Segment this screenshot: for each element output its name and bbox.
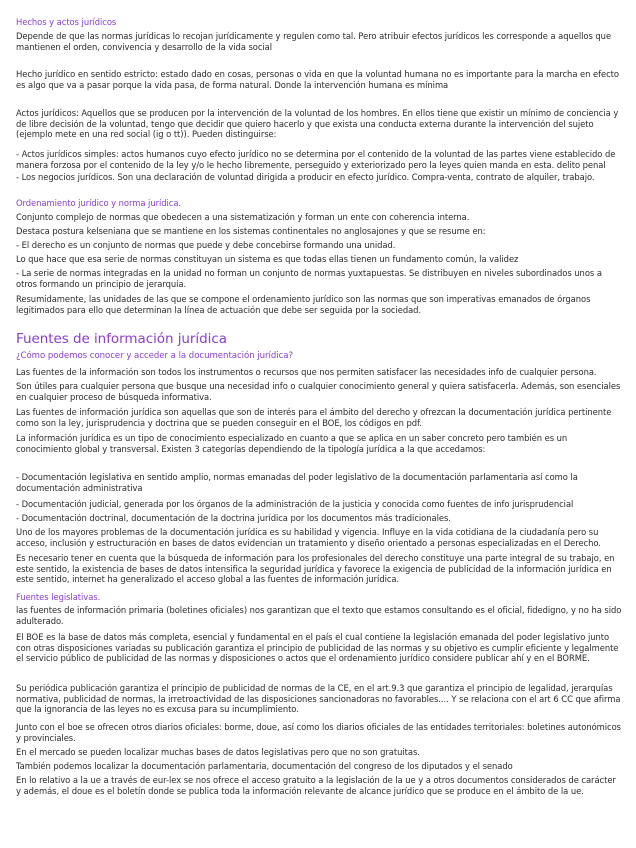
fuentes-paragraph-8: Uno de los mayores problemas de la documentación jurídica es su habilidad y vigencia. Influye en la vida cotidiana de la ciudadanía pero su acceso, inclusión y estructuración en bases de datos evidencian un tratamiento y diseño orientado a personas especializadas en el Derecho. [16,527,601,548]
fuentes-paragraph-4: La información jurídica es un tipo de conocimiento especializado en cuanto a que se aplica en un saber concreto pero también es un conocimiento global y transversal. Existen 3 categorías dependiendo de la tipología jurídica a la que accedamos: [16,433,568,454]
fuentes-paragraph-6: - Documentación judicial, generada por los órganos de la administración de la justicia y conocida como fuentes de info jurisprudencial [16,499,574,509]
section-legislativas-title: Fuentes legislativas. [16,592,101,602]
fuentes-paragraph-3: Las fuentes de información jurídica son aquellas que son de interés para el ámbito del derecho y ofrezcan la documentación jurídica pertinente como son la ley, jurisprudencia y doctrina que se pueden conseguir en el BOE, los códigos en pdf. [16,407,612,428]
ordenamiento-paragraph-2: Destaca postura kelseniana que se mantiene en los sistemas continentales no anglosajones y que se resume en: [16,226,486,236]
hechos-paragraph-3: Actos jurídicos: Aquellos que se producen por la intervención de la voluntad de los hombres. En ellos tiene que existir un mínimo de conciencia y de libre decisión de la voluntad, tengo que decidir que quiero hacerlo y que exista una conducta externa durante la intervención del sujeto (ejemplo mete en una red social (ig o tt)). Pueden distinguirse: [16,108,619,139]
legislativas-paragraph-7: En lo relativo a la ue a través de eur-lex se nos ofrece el acceso gratuito a la legislación de la ue y a otros documentos considerados de carácter y además, el doue es el boletín donde se publica toda la información relevante de alcance jurídico que se produce en el ámbito de la ue. [16,775,616,796]
legislativas-paragraph-2: El BOE es la base de datos más completa, esencial y fundamental en el país el cual contiene la legislación emanada del poder legislativo junto con otras disposiciones variadas su publicación garantiza el principio de publicidad de las normas y su objetivo es cumplir eficiente y legalmente el servicio público de publicidad de las normas y disposiciones o actos que el ordenamiento jurídico considere publicar ahí y en el BORME. [16,632,619,663]
fuentes-paragraph-1: Las fuentes de la información son todos los instrumentos o recursos que nos permiten satisfacer las necesidades info de cualquier persona. [16,367,597,377]
section-hechos-title: Hechos y actos jurídicos [16,17,117,27]
ordenamiento-paragraph-1: Conjunto complejo de normas que obedecen a una sistematización y forman un ente con coherencia interna. [16,212,470,222]
legislativas-paragraph-3: Su periódica publicación garantiza el principio de publicidad de normas de la CE, en el art.9.3 que garantiza el principio de legalidad, jerarquías normativa, publicidad de normas, la irretroactividad de las disposiciones sancionadoras no favorables.... Y se relaciona con el art 6 CC que afirma que la ignorancia de las leyes no es excusa para su incumplimiento. [16,683,621,714]
ordenamiento-paragraph-4: Lo que hace que esa serie de normas constituyan un sistema es que todas ellas tienen un fundamento común, la validez [16,254,519,264]
ordenamiento-paragraph-6: Resumidamente, las unidades de las que se compone el ordenamiento jurídico son las normas que son imperativas emanados de órganos legitimados para ello que determinan la línea de actuación que debe ser seguida por la sociedad. [16,294,591,315]
fuentes-subtitle: ¿Cómo podemos conocer y acceder a la documentación jurídica? [16,351,293,361]
ordenamiento-paragraph-3: - El derecho es un conjunto de normas que puede y debe concebirse formando una unidad. [16,240,396,250]
section-fuentes-title: Fuentes de información jurídica [16,331,227,347]
legislativas-paragraph-1: las fuentes de información primaria (boletines oficiales) nos garantizan que el texto que estamos consultando es el oficial, fidedigno, y no ha sido adulterado. [16,605,622,626]
legislativas-paragraph-5: En el mercado se pueden localizar muchas bases de datos legislativas pero que no son gratuitas. [16,747,420,757]
fuentes-paragraph-7: - Documentación doctrinal, documentación de la doctrina jurídica por los documentos más tradicionales. [16,513,451,523]
fuentes-paragraph-5: - Documentación legislativa en sentido amplio, normas emanadas del poder legislativo de la documentación parlamentaria así como la documentación administrativa [16,472,578,493]
legislativas-paragraph-6: También podemos localizar la documentación parlamentaria, documentación del congreso de los diputados y el senado [16,761,513,771]
hechos-paragraph-1: Depende de que las normas jurídicas lo recojan jurídicamente y regulen como tal. Pero atribuir efectos jurídicos les corresponde a aquellos que mantienen el orden, convivencia y desarrollo de la vida social [16,31,612,52]
fuentes-paragraph-9: Es necesario tener en cuenta que la búsqueda de información para los profesionales del derecho constituye una parte integral de su trabajo, en este sentido, la existencia de bases de datos intensifica la seguridad jurídica y favorece la exigencia de publicidad de la información jurídica en este sentido, internet ha generalizado el acceso global a las fuentes de información jurídica. [16,553,615,584]
hechos-paragraph-5: - Los negocios jurídicos. Son una declaración de voluntad dirigida a producir en efecto jurídico. Compra-venta, contrato de alquiler, trabajo. [16,172,595,182]
section-ordenamiento-title: Ordenamiento jurídico y norma jurídica. [16,198,182,208]
hechos-paragraph-2: Hecho jurídico en sentido estricto: estado dado en cosas, personas o vida en que la voluntad humana no es importante para la marcha en efecto es algo que va a pasar porque la vida pasa, de forma natural. Donde la intervención humana es mínima [16,69,619,90]
legislativas-paragraph-4: Junto con el boe se ofrecen otros diarios oficiales: borme, doue, así como los diarios oficiales de las entidades territoriales: boletines autonómicos y provinciales. [16,722,621,743]
ordenamiento-paragraph-5: - La serie de normas integradas en la unidad no forman un conjunto de normas yuxtapuestas. Se distribuyen en niveles subordinados unos a otros formando un principio de jerarquía. [16,268,602,289]
hechos-paragraph-4: - Actos jurídicos simples: actos humanos cuyo efecto jurídico no se determina por el contenido de la voluntad de las partes viene establecido de manera forzosa por el contenido de la ley y/o le hecho libremente, perseguido y exteriorizado pero la leyes quien manda en esta. delito penal [16,149,616,170]
fuentes-paragraph-2: Son útiles para cualquier persona que busque una necesidad info o cualquier conocimiento general y quiera satisfacerla. Además, son esenciales en cualquier proceso de búsqueda informativa. [16,381,621,402]
